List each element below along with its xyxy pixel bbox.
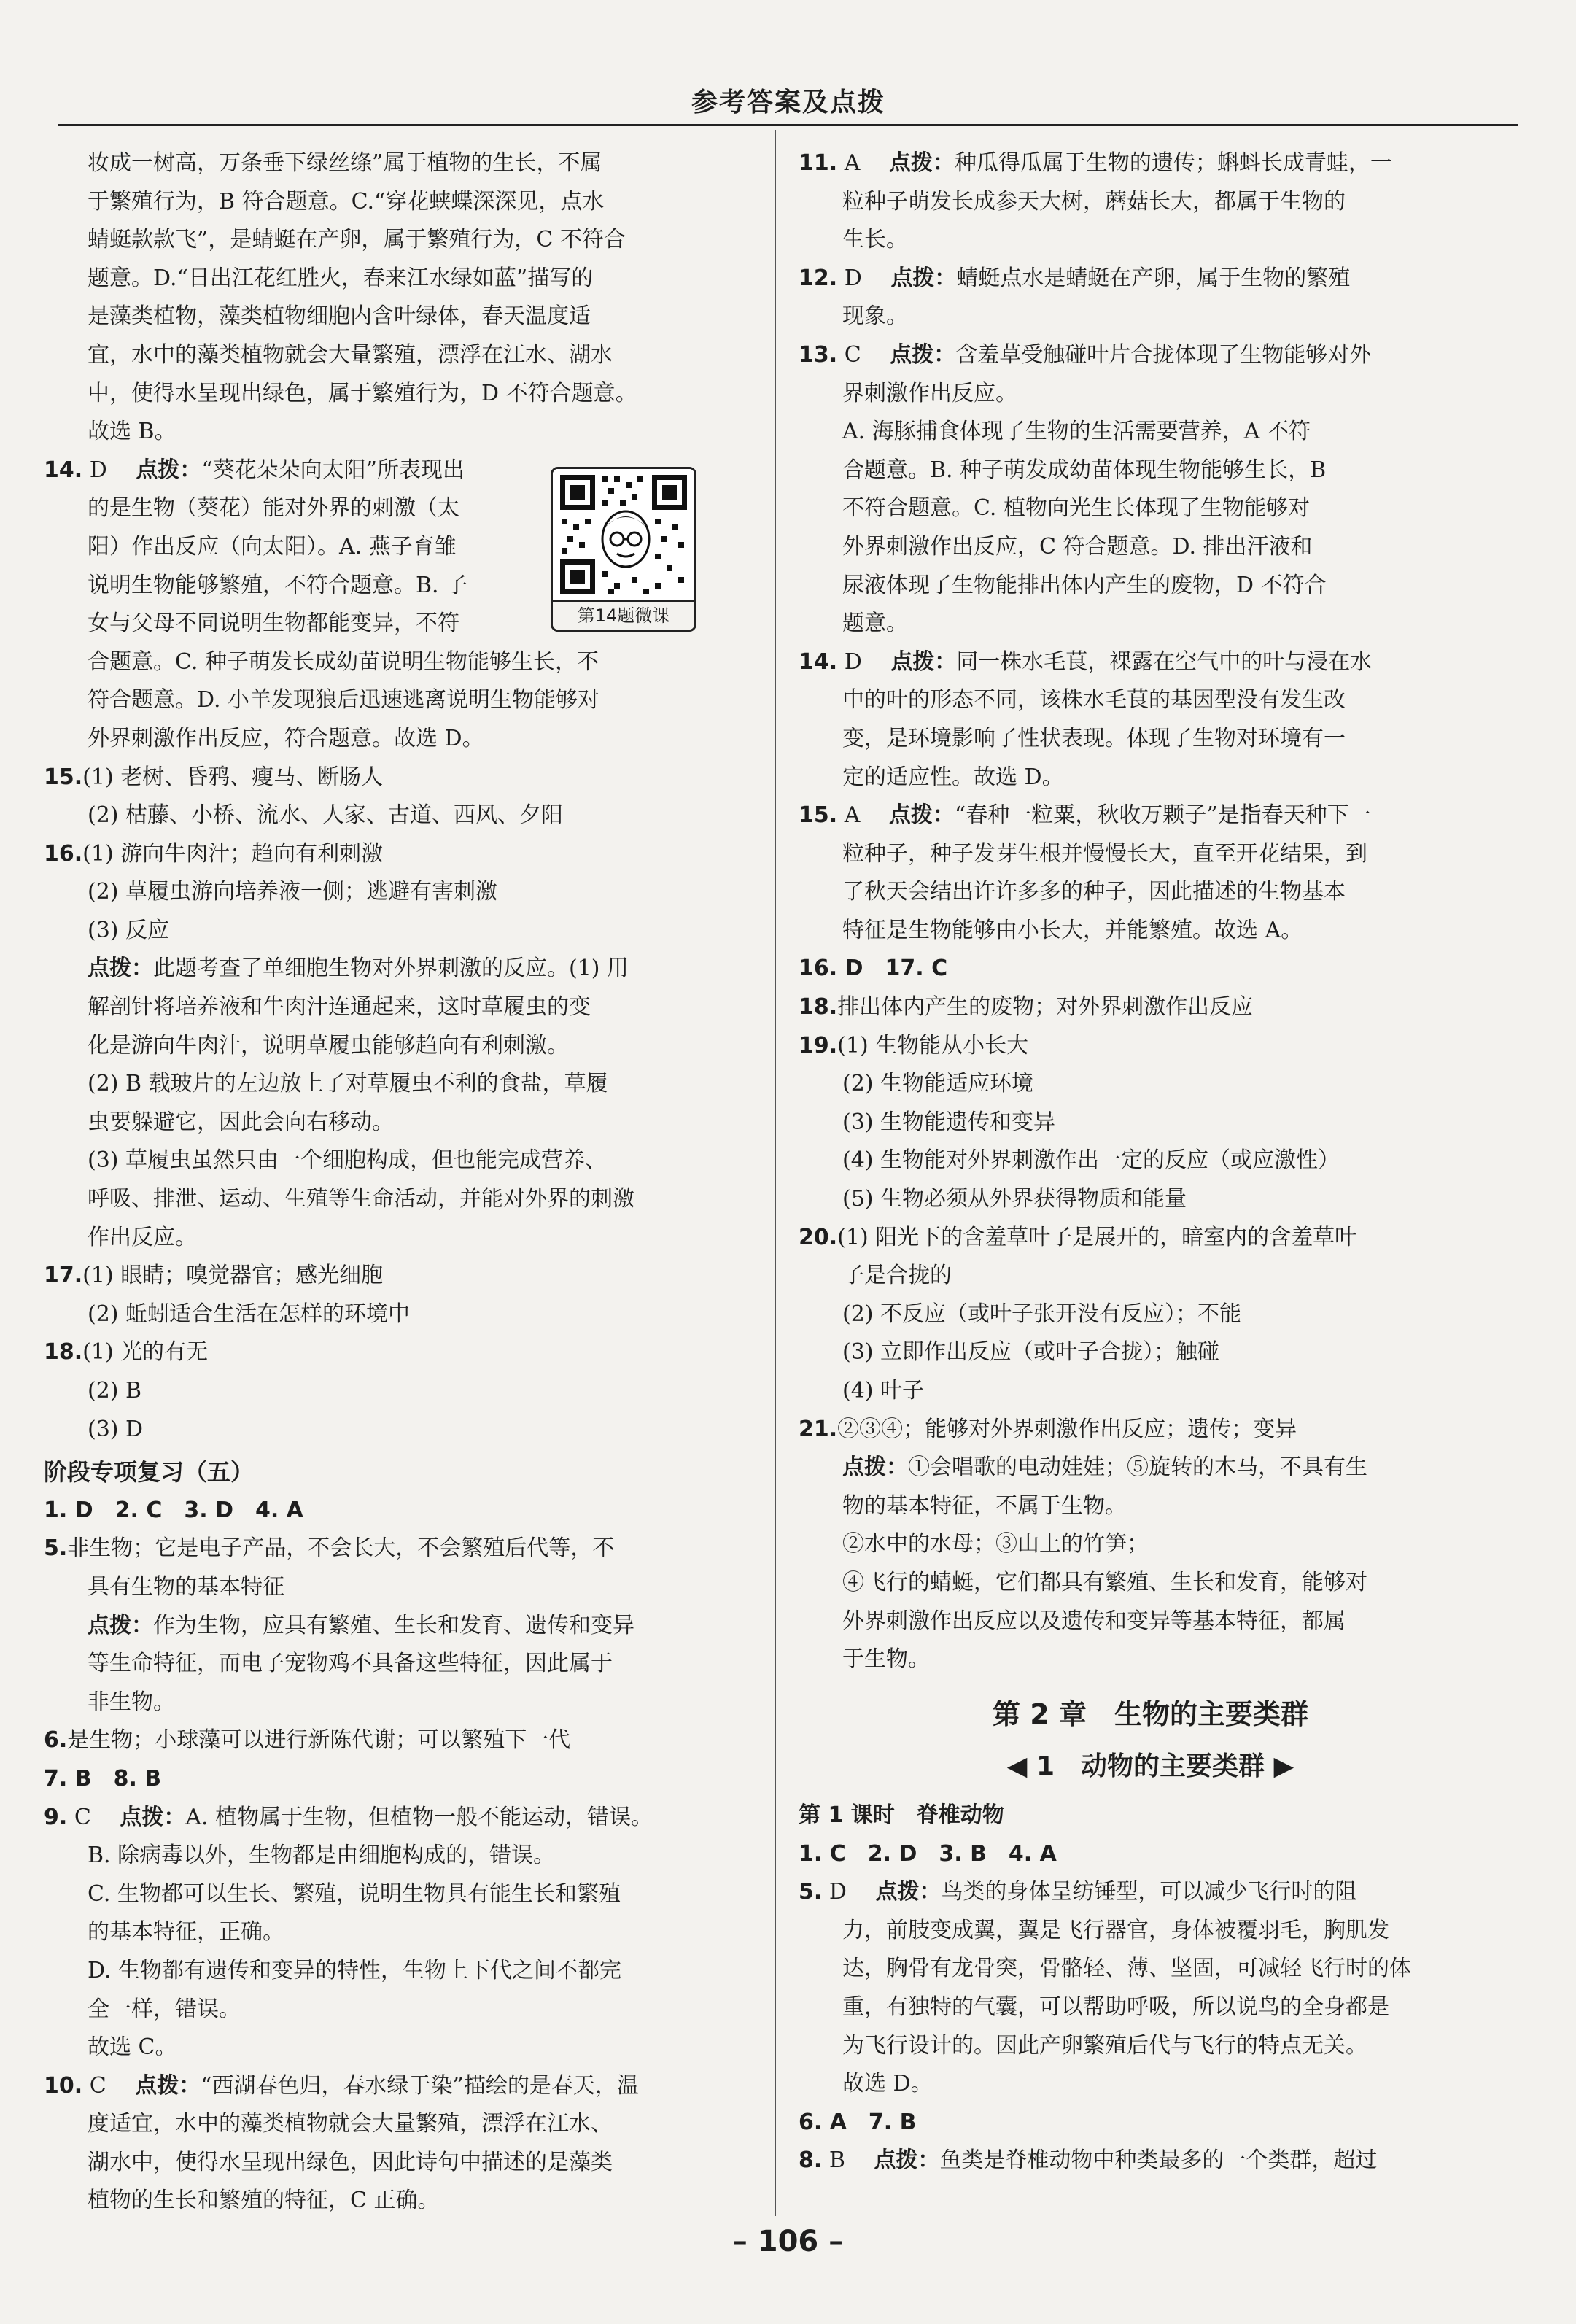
text-line: 非生物；它是电子产品，不会长大，不会繁殖后代等，不 bbox=[67, 1535, 615, 1562]
review-question-5 bbox=[44, 1530, 748, 1721]
text-line: 为飞行设计的。因此产卵繁殖后代与飞行的特点无关。 bbox=[842, 2032, 1367, 2058]
hint-label: 点拨： bbox=[888, 150, 955, 176]
text-line: 于生物。 bbox=[842, 1646, 930, 1673]
question-number: 18. bbox=[44, 1339, 83, 1366]
review-question-10 bbox=[44, 2067, 748, 2220]
hint-label: 点拨： bbox=[890, 265, 957, 291]
question-13 bbox=[799, 336, 1502, 643]
text-line: 粒种子萌发长成参天大树，蘑菇长大，都属于生物的 bbox=[842, 188, 1346, 214]
text-line: (2) 不反应（或叶子张开没有反应）；不能 bbox=[842, 1301, 1242, 1327]
hint-label: 点拨： bbox=[136, 457, 202, 483]
text-line: “春种一粒粟，秋收万颗子”是指春天种下一 bbox=[954, 802, 1371, 829]
text-line: 不符合题意。C. 植物向光生长体现了生物能够对 bbox=[842, 495, 1310, 522]
review-question-9 bbox=[44, 1799, 748, 2067]
text-line: 中的叶的形态不同，该株水毛茛的基因型没有发生改 bbox=[842, 687, 1346, 713]
text-line: D. 生物都有遗传和变异的特性，生物上下代之间不都完 bbox=[88, 1957, 622, 1983]
answer-row: 16. D 17. C bbox=[799, 956, 948, 982]
question-12 bbox=[799, 260, 1502, 336]
text-line: 蜻蜓款款飞”，是蜻蜓在产卵，属于繁殖行为，C 不符合 bbox=[88, 227, 626, 253]
text-line: (2) 蚯蚓适合生活在怎样的环境中 bbox=[88, 1301, 411, 1327]
hint-label: 点拨： bbox=[874, 2147, 940, 2174]
text-line: 中，使得水呈现出绿色，属于繁殖行为，D 不符合题意。 bbox=[88, 380, 637, 406]
text-line: 作为生物，应具有繁殖、生长和发育、遗传和变异 bbox=[153, 1612, 634, 1638]
text-line: 等生命特征，而电子宠物鸡不具备这些特征，因此属于 bbox=[88, 1651, 613, 1677]
qr-code-micro-lesson[interactable] bbox=[551, 467, 696, 632]
text-line: 非生物。 bbox=[88, 1689, 175, 1715]
text-line: 题意。D.“日出江花红胜火，春来江水绿如蓝”描写的 bbox=[88, 265, 594, 291]
text-line: (2) 生物能适应环境 bbox=[842, 1071, 1034, 1097]
answer: D bbox=[844, 265, 862, 291]
answer-row: 1. D 2. C 3. D 4. A bbox=[44, 1497, 303, 1523]
question-number: 15. bbox=[44, 764, 83, 790]
question-15-right bbox=[799, 797, 1502, 950]
answer: C bbox=[89, 2072, 106, 2099]
text-line: 的是生物（葵花）能对外界的刺激（太 bbox=[88, 495, 459, 522]
text-line: A. 海豚捕食体现了生物的生活需要营养，A 不符 bbox=[842, 419, 1311, 445]
text-line: (1) 阳光下的含羞草叶子是展开的，暗室内的含羞草叶 bbox=[837, 1224, 1357, 1250]
answer: D bbox=[828, 1879, 847, 1905]
header-rule bbox=[58, 124, 1518, 126]
text-line: ④飞行的蜻蜓，它们都具有繁殖、生长和发育，能够对 bbox=[842, 1569, 1367, 1595]
answer: B bbox=[828, 2147, 845, 2174]
text-line: 蜻蜓点水是蜻蜓在产卵，属于生物的繁殖 bbox=[956, 265, 1351, 291]
review-question-6 bbox=[44, 1721, 748, 1760]
text-line: 定的适应性。故选 D。 bbox=[842, 764, 1064, 790]
qr-code-icon bbox=[553, 469, 694, 600]
question-number: 20. bbox=[799, 1224, 838, 1250]
text-line: 是生物；小球藻可以进行新陈代谢；可以繁殖下一代 bbox=[67, 1727, 571, 1754]
column-divider bbox=[775, 130, 776, 2216]
text-line: 题意。 bbox=[842, 611, 908, 637]
text-line: 同一株水毛茛，裸露在空气中的叶与浸在水 bbox=[956, 648, 1373, 675]
question-number: 21. bbox=[799, 1416, 838, 1442]
text-line: 鱼类是脊椎动物中种类最多的一个类群，超过 bbox=[939, 2147, 1378, 2174]
text-line: 说明生物能够繁殖，不符合题意。B. 子 bbox=[88, 572, 468, 598]
text-line: 重，有独特的气囊，可以帮助呼吸，所以说鸟的全身都是 bbox=[842, 1994, 1389, 2020]
hint-label: 点拨： bbox=[88, 956, 153, 982]
text-line: (1) 生物能从小长大 bbox=[837, 1032, 1029, 1058]
text-line: 物的基本特征，不属于生物。 bbox=[842, 1492, 1127, 1519]
text-line: 合题意。B. 种子萌发成幼苗体现生物能够生长，B bbox=[842, 457, 1327, 483]
question-number: 6. bbox=[44, 1727, 68, 1754]
text-line: “西湖春色归，春水绿于染”描绘的是春天，温 bbox=[201, 2072, 639, 2099]
answer: C bbox=[844, 341, 861, 368]
text-line: 鸟类的身体呈纺锤型，可以减少飞行时的阻 bbox=[941, 1879, 1357, 1905]
text-line: 特征是生物能够由小长大，并能繁殖。故选 A。 bbox=[842, 917, 1303, 943]
hint-label: 点拨： bbox=[888, 802, 955, 829]
question-number: 5. bbox=[44, 1535, 68, 1562]
text-line: 妆成一树高，万条垂下绿丝绦”属于植物的生长，不属 bbox=[88, 150, 602, 176]
question-number: 19. bbox=[799, 1032, 838, 1058]
page-number: – 106 – bbox=[732, 2225, 844, 2258]
answer: A bbox=[844, 802, 861, 829]
right-column bbox=[799, 144, 1502, 2180]
text-line: 含羞草受触碰叶片合拢体现了生物能够对外 bbox=[955, 341, 1372, 368]
question-number: 16. bbox=[44, 840, 83, 867]
text-line: (3) 草履虫虽然只由一个细胞构成，但也能完成营养、 bbox=[88, 1147, 608, 1174]
text-line: (4) 生物能对外界刺激作出一定的反应（或应激性） bbox=[842, 1147, 1340, 1174]
text-line: 具有生物的基本特征 bbox=[88, 1573, 284, 1600]
question-18-right bbox=[799, 988, 1502, 1027]
text-line: 化是游向牛肉汁，说明草履虫能够趋向有利刺激。 bbox=[88, 1032, 569, 1058]
text-line: 阳）作出反应（向太阳）。A. 燕子育雏 bbox=[88, 533, 457, 559]
answer: D bbox=[89, 457, 107, 483]
hint-label: 点拨： bbox=[135, 2072, 201, 2099]
text-line: (1) 老树、昏鸦、瘦马、断肠人 bbox=[82, 764, 384, 790]
question-number: 12. bbox=[799, 265, 838, 291]
answer: C bbox=[74, 1804, 91, 1830]
text-line: 界刺激作出反应。 bbox=[842, 380, 1017, 406]
text-line: (1) 光的有无 bbox=[82, 1339, 209, 1366]
question-number: 8. bbox=[799, 2147, 823, 2174]
text-line: (3) 立即作出反应（或叶子合拢）；触碰 bbox=[842, 1339, 1220, 1366]
text-line: 植物的生长和繁殖的特征，C 正确。 bbox=[88, 2188, 440, 2214]
text-line: 力，前肢变成翼，翼是飞行器官，身体被覆羽毛，胸肌发 bbox=[842, 1917, 1389, 1943]
text-line: 尿液体现了生物能排出体内产生的废物，D 不符合 bbox=[842, 572, 1327, 598]
text-line: ②③④；能够对外界刺激作出反应；遗传；变异 bbox=[837, 1416, 1297, 1442]
question-14-right bbox=[799, 643, 1502, 797]
text-line: 外界刺激作出反应，C 符合题意。D. 排出汗液和 bbox=[842, 533, 1313, 559]
text-line: 宜，水中的藻类植物就会大量繁殖，漂浮在江水、湖水 bbox=[88, 341, 613, 368]
text-line: 种瓜得瓜属于生物的遗传；蝌蚪长成青蛙，一 bbox=[954, 150, 1392, 176]
text-line: 变，是环境影响了性状表现。体现了生物对环境有一 bbox=[842, 725, 1346, 751]
text-line: 生长。 bbox=[842, 227, 908, 253]
text-line: 合题意。C. 种子萌发长成幼苗说明生物能够生长，不 bbox=[88, 648, 599, 675]
question-number: 18. bbox=[799, 994, 838, 1020]
section-title: 阶段专项复习（五） bbox=[44, 1458, 255, 1487]
hint-label: 点拨： bbox=[890, 648, 957, 675]
text-line: 是藻类植物，藻类植物细胞内含叶绿体，春天温度适 bbox=[88, 303, 591, 330]
text-line: 故选 B。 bbox=[88, 419, 176, 445]
text-line: 于繁殖行为，B 符合题意。C.“穿花蛱蝶深深见，点水 bbox=[88, 188, 605, 214]
hint-label: 点拨： bbox=[890, 341, 956, 368]
lesson-question-5 bbox=[799, 1873, 1502, 2104]
text-line: 湖水中，使得水呈现出绿色，因此诗句中描述的是藻类 bbox=[88, 2149, 613, 2175]
text-line: 此题考查了单细胞生物对外界刺激的反应。(1) 用 bbox=[153, 956, 629, 982]
answer-row: 1. C 2. D 3. B 4. A bbox=[799, 1840, 1057, 1867]
question-number: 5. bbox=[799, 1879, 823, 1905]
text-line: 了秋天会结出许许多多的种子，因此描述的生物基本 bbox=[842, 879, 1346, 905]
text-line: 现象。 bbox=[842, 303, 908, 330]
text-line: (3) 反应 bbox=[88, 917, 170, 943]
answer-row: 7. B 8. B bbox=[44, 1765, 162, 1792]
text-line: 外界刺激作出反应，符合题意。故选 D。 bbox=[88, 725, 484, 751]
text-line: 虫要躲避它，因此会向右移动。 bbox=[88, 1109, 394, 1135]
text-line: 排出体内产生的废物；对外界刺激作出反应 bbox=[837, 994, 1254, 1020]
text-line: (2) 枯藤、小桥、流水、人家、古道、西风、夕阳 bbox=[88, 802, 564, 829]
text-line: 符合题意。D. 小羊发现狼后迅速逃离说明生物能够对 bbox=[88, 687, 600, 713]
question-number: 11. bbox=[799, 150, 838, 176]
question-19 bbox=[799, 1027, 1502, 1219]
hint-label: 点拨： bbox=[875, 1879, 942, 1905]
question-number: 10. bbox=[44, 2072, 83, 2099]
text-line: (2) 草履虫游向培养液一侧；逃避有害刺激 bbox=[88, 879, 498, 905]
text-line: 度适宜，水中的藻类植物就会大量繁殖，漂浮在江水、 bbox=[88, 2111, 613, 2137]
lesson-title: ◀ 1 动物的主要类群 ▶ bbox=[1006, 1751, 1294, 1782]
text-line: 故选 C。 bbox=[88, 2034, 177, 2061]
text-line: B. 除病毒以外，生物都是由细胞构成的，错误。 bbox=[88, 1843, 556, 1869]
question-18 bbox=[44, 1333, 748, 1449]
text-line: A. 植物属于生物，但植物一般不能运动，错误。 bbox=[185, 1804, 653, 1830]
text-line: 外界刺激作出反应以及遗传和变异等基本特征，都属 bbox=[842, 1608, 1346, 1634]
text-line: (4) 叶子 bbox=[842, 1378, 925, 1403]
text-line: (3) D bbox=[88, 1416, 144, 1442]
question-number: 14. bbox=[44, 457, 83, 483]
question-number: 13. bbox=[799, 341, 838, 368]
left-column bbox=[44, 144, 748, 2220]
text-line: 子是合拢的 bbox=[842, 1263, 952, 1289]
hint-label: 点拨： bbox=[120, 1804, 186, 1830]
question-16 bbox=[44, 835, 748, 1258]
text-line: (3) 生物能遗传和变异 bbox=[842, 1109, 1056, 1135]
qr-label: 第14题微课 bbox=[553, 600, 694, 630]
text-line: (5) 生物必须从外界获得物质和能量 bbox=[842, 1186, 1187, 1212]
text-line: 故选 D。 bbox=[842, 2071, 933, 2097]
text-line: ②水中的水母；③山上的竹笋； bbox=[842, 1531, 1149, 1557]
question-20 bbox=[799, 1219, 1502, 1411]
text-line: ①会唱歌的电动娃娃；⑤旋转的木马，不具有生 bbox=[908, 1455, 1367, 1481]
question-17 bbox=[44, 1257, 748, 1333]
continued-text bbox=[44, 144, 748, 452]
hint-label: 点拨： bbox=[88, 1612, 153, 1638]
lesson-question-8 bbox=[799, 2142, 1502, 2180]
text-line: (1) 眼睛；嗅觉器官；感光细胞 bbox=[82, 1263, 384, 1289]
text-line: (2) B bbox=[88, 1378, 142, 1403]
text-line: 呼吸、排泄、运动、生殖等生命活动，并能对外界的刺激 bbox=[88, 1186, 634, 1212]
text-line: 全一样，错误。 bbox=[88, 1996, 241, 2022]
answer: A bbox=[844, 150, 861, 176]
lesson-subtitle: 第 1 课时 脊椎动物 bbox=[799, 1802, 1004, 1828]
question-15 bbox=[44, 759, 748, 835]
chapter-title: 第 2 章 生物的主要类群 bbox=[993, 1697, 1308, 1730]
question-number: 14. bbox=[799, 648, 838, 675]
text-line: (2) B 载玻片的左边放上了对草履虫不利的食盐，草履 bbox=[88, 1071, 608, 1097]
page-header: 参考答案及点拨 bbox=[691, 88, 885, 117]
text-line: 解剖针将培养液和牛肉汁连通起来，这时草履虫的变 bbox=[88, 994, 591, 1020]
text-line: 粒种子，种子发芽生根并慢慢长大，直至开花结果，到 bbox=[842, 840, 1367, 867]
hint-label: 点拨： bbox=[842, 1455, 908, 1481]
answer: D bbox=[844, 648, 862, 675]
question-21 bbox=[799, 1411, 1502, 1679]
question-number: 9. bbox=[44, 1804, 68, 1830]
text-line: “葵花朵朵向太阳”所表现出 bbox=[201, 457, 465, 483]
question-11 bbox=[799, 144, 1502, 260]
answer-row: 6. A 7. B bbox=[799, 2109, 917, 2135]
text-line: (1) 游向牛肉汁；趋向有利刺激 bbox=[82, 840, 384, 867]
text-line: 达，胸骨有龙骨突，骨骼轻、薄、坚固，可减轻飞行时的体 bbox=[842, 1956, 1411, 1982]
question-number: 15. bbox=[799, 802, 838, 829]
question-number: 17. bbox=[44, 1263, 83, 1289]
text-line: 的基本特征，正确。 bbox=[88, 1919, 284, 1945]
text-line: C. 生物都可以生长、繁殖，说明生物具有能生长和繁殖 bbox=[88, 1880, 621, 1907]
text-line: 女与父母不同说明生物都能变异，不符 bbox=[88, 611, 459, 637]
text-line: 作出反应。 bbox=[88, 1224, 197, 1250]
